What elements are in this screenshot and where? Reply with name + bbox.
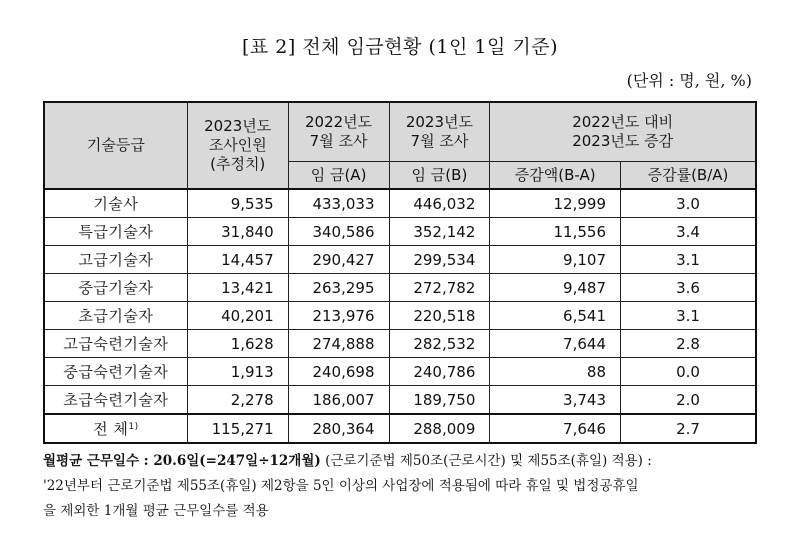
wage-a-cell: 263,295	[288, 274, 389, 302]
count-cell: 14,457	[187, 246, 288, 274]
header-wage-2022-line1: 2022년도	[304, 113, 373, 131]
header-wage-2023-line1: 2023년도	[405, 113, 473, 131]
header-wage-2022	[288, 102, 389, 162]
footnote-workdays-bold: 월평균 근무일수 : 20.6일(=247일÷12개월)	[43, 453, 321, 469]
table-row	[44, 246, 756, 274]
wage-b-cell: 220,518	[389, 302, 490, 330]
wage-a-cell: 340,586	[288, 218, 389, 246]
total-rate-cell: 2.7	[621, 414, 757, 443]
count-cell: 1,628	[187, 330, 288, 358]
header-compare	[490, 102, 756, 162]
header-wage-2023	[389, 102, 490, 162]
count-cell: 13,421	[187, 274, 288, 302]
wage-a-cell: 274,888	[288, 330, 389, 358]
rate-cell: 0.0	[621, 358, 757, 386]
grade-cell: 초급기술자	[44, 302, 187, 330]
total-wage-a-cell: 280,364	[288, 414, 389, 443]
grade-cell: 중급숙련기술자	[44, 358, 187, 386]
wage-table	[43, 101, 757, 444]
header-wage-2022-line2: 7월 조사	[309, 132, 368, 150]
table-row	[44, 358, 756, 386]
header-survey-count-line3: (추정치)	[210, 155, 266, 173]
wage-a-cell: 213,976	[288, 302, 389, 330]
header-wage-2023-line2: 7월 조사	[410, 132, 469, 150]
footnote-line-1	[43, 449, 759, 474]
diff-cell: 6,541	[490, 302, 621, 330]
header-wage-b: 임 금(B)	[389, 162, 490, 190]
footnote-block	[43, 449, 759, 524]
diff-cell: 9,107	[490, 246, 621, 274]
rate-cell: 3.1	[621, 246, 757, 274]
wage-b-cell: 299,534	[389, 246, 490, 274]
footnote-workdays-rest: (근로기준법 제50조(근로시간) 및 제55조(휴일) 적용) :	[320, 453, 652, 469]
grade-cell: 초급숙련기술자	[44, 386, 187, 415]
count-cell: 1,913	[187, 358, 288, 386]
header-wage-a: 임 금(A)	[288, 162, 389, 190]
header-rate: 증감률(B/A)	[621, 162, 757, 190]
grade-cell: 고급기술자	[44, 246, 187, 274]
header-row	[44, 102, 756, 162]
table-row	[44, 302, 756, 330]
wage-a-cell: 290,427	[288, 246, 389, 274]
total-count-cell: 115,271	[187, 414, 288, 443]
footnote-line-3: 을 제외한 1개월 평균 근무일수를 적용	[43, 503, 269, 519]
count-cell: 9,535	[187, 189, 288, 218]
header-compare-line2: 2023년도 증감	[572, 132, 674, 150]
rate-cell: 3.6	[621, 274, 757, 302]
wage-a-cell: 240,698	[288, 358, 389, 386]
unit-label: (단위 : 명, 원, %)	[626, 71, 752, 90]
grade-cell: 기술사	[44, 189, 187, 218]
header-survey-count-line2: 조사인원	[208, 136, 267, 154]
grade-cell: 특급기술자	[44, 218, 187, 246]
table-row	[44, 274, 756, 302]
diff-cell: 88	[490, 358, 621, 386]
table-row	[44, 189, 756, 218]
grade-cell: 고급숙련기술자	[44, 330, 187, 358]
header-survey-count	[187, 102, 288, 189]
rate-cell: 3.4	[621, 218, 757, 246]
wage-b-cell: 352,142	[389, 218, 490, 246]
wage-b-cell: 189,750	[389, 386, 490, 415]
header-diff: 증감액(B-A)	[490, 162, 621, 190]
total-row	[44, 414, 756, 443]
table-row	[44, 386, 756, 415]
count-cell: 2,278	[187, 386, 288, 415]
table-row	[44, 330, 756, 358]
header-survey-count-line1: 2023년도	[204, 117, 272, 135]
diff-cell: 12,999	[490, 189, 621, 218]
diff-cell: 11,556	[490, 218, 621, 246]
rate-cell: 3.0	[621, 189, 757, 218]
header-compare-line1: 2022년도 대비	[572, 113, 674, 131]
rate-cell: 2.0	[621, 386, 757, 415]
diff-cell: 3,743	[490, 386, 621, 415]
grade-cell: 중급기술자	[44, 274, 187, 302]
rate-cell: 2.8	[621, 330, 757, 358]
count-cell: 40,201	[187, 302, 288, 330]
total-diff-cell: 7,646	[490, 414, 621, 443]
wage-b-cell: 272,782	[389, 274, 490, 302]
table-title: [표 2] 전체 임금현황 (1인 1일 기준)	[241, 36, 559, 58]
diff-cell: 7,644	[490, 330, 621, 358]
footnote-line-2: '22년부터 근로기준법 제55조(휴일) 제2항을 5인 이상의 사업장에 적용됨에 따라 휴일 및 법정공휴일	[43, 478, 639, 494]
table-row	[44, 218, 756, 246]
rate-cell: 3.1	[621, 302, 757, 330]
total-grade-cell	[44, 414, 187, 443]
total-wage-b-cell: 288,009	[389, 414, 490, 443]
wage-b-cell: 446,032	[389, 189, 490, 218]
diff-cell: 9,487	[490, 274, 621, 302]
total-label: 전 체	[93, 420, 129, 438]
header-grade: 기술등급	[44, 102, 187, 189]
total-footnote-mark: 1)	[128, 422, 139, 432]
wage-b-cell: 240,786	[389, 358, 490, 386]
wage-a-cell: 433,033	[288, 189, 389, 218]
wage-a-cell: 186,007	[288, 386, 389, 415]
wage-b-cell: 282,532	[389, 330, 490, 358]
count-cell: 31,840	[187, 218, 288, 246]
